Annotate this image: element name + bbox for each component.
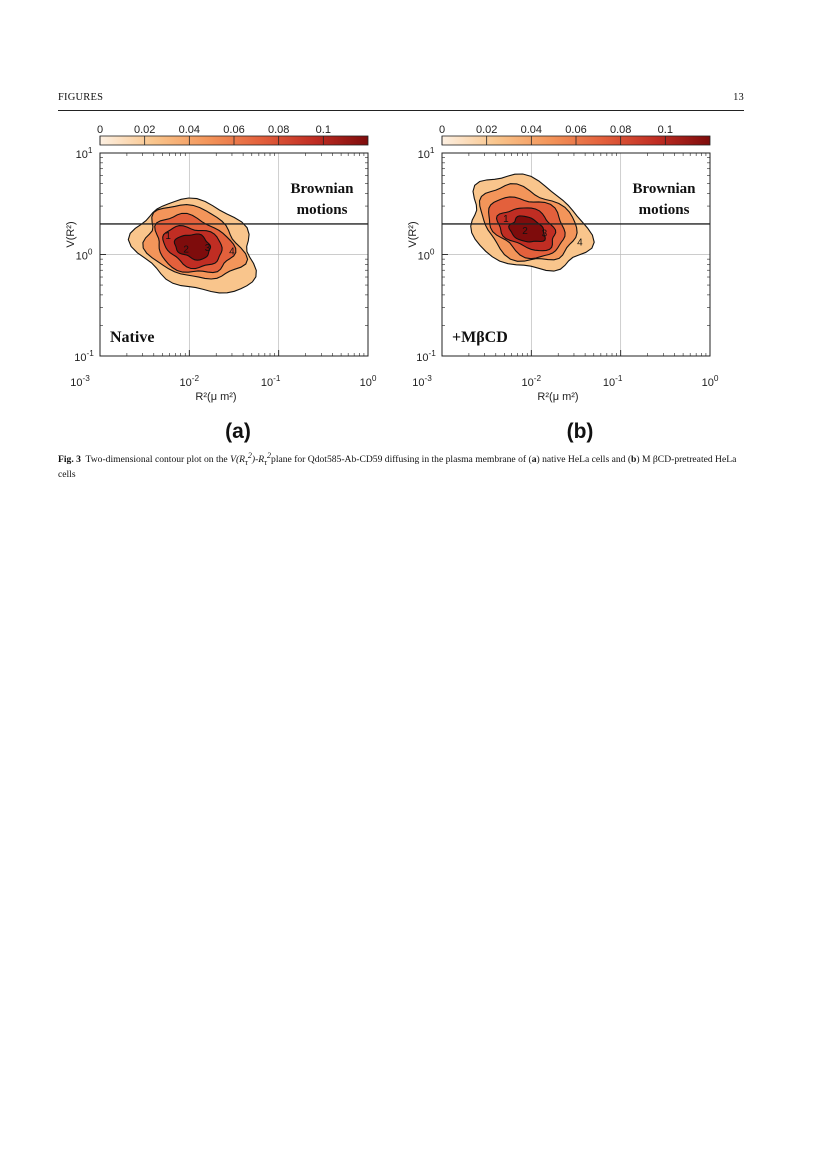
region-label-motions: motions — [638, 201, 690, 218]
caption-text-4: ) M βCD-pretreated HeLa cells — [58, 454, 737, 481]
contour-plot-b — [407, 122, 732, 450]
caption-text-3: ) native HeLa cells and ( — [536, 454, 632, 466]
y-tick-label: $10^0$ — [417, 247, 435, 263]
colorbar-tick-label: 0.1 — [657, 124, 673, 136]
caption-panel-b-ref: b — [631, 454, 637, 466]
colorbar-tick-label: 0.02 — [475, 124, 498, 136]
x-axis-label: R²(μ m²) — [195, 391, 237, 403]
contour-plot-a — [65, 122, 390, 450]
y-axis-label: V(R²) — [65, 221, 77, 248]
x-tick-label: $10^{-1}$ — [602, 374, 623, 389]
colorbar-tick-label: 0.06 — [223, 124, 245, 136]
peak-label: 4 — [577, 237, 583, 249]
peak-label: 2 — [183, 244, 189, 256]
peak-label: 3 — [541, 228, 548, 240]
y-tick-label: $10^1$ — [417, 146, 435, 161]
peak-label: 1 — [503, 213, 509, 225]
x-tick-label: $10^0$ — [359, 374, 377, 389]
peak-label: 2 — [522, 225, 528, 237]
y-tick-label: $10^{-1}$ — [416, 349, 436, 364]
peak-label: 3 — [204, 243, 211, 255]
region-label-motions: motions — [296, 201, 348, 218]
caption-math-sup-2: 2 — [267, 451, 272, 460]
condition-label: +MβCD — [452, 329, 508, 346]
panel-label: (b) — [566, 420, 594, 443]
page-number: 13 — [733, 92, 744, 103]
x-axis-label: R²(μ m²) — [537, 391, 579, 403]
x-tick-label: $10^{-2}$ — [521, 374, 542, 389]
region-label-brownian: Brownian — [290, 180, 354, 197]
y-tick-label: $10^{-1}$ — [74, 349, 94, 364]
caption-text-2: plane for Qdot585-Ab-CD59 diffusing in the plasma membrane of ( — [271, 454, 532, 466]
condition-label: Native — [110, 329, 155, 346]
y-tick-label: $10^1$ — [75, 146, 93, 161]
caption-math-2: )-R — [251, 454, 265, 466]
x-tick-label: $10^{-2}$ — [179, 374, 200, 389]
x-tick-label: $10^{-1}$ — [260, 374, 281, 389]
x-tick-label: $10^{-3}$ — [70, 374, 90, 389]
y-axis-label: V(R²) — [407, 221, 419, 248]
region-label-brownian: Brownian — [632, 180, 696, 197]
running-title: FIGURES — [58, 92, 104, 103]
colorbar-tick-label: 0.02 — [133, 124, 156, 136]
x-tick-label: $10^0$ — [701, 374, 719, 389]
caption-math-sub-2: τ — [264, 458, 268, 468]
peak-label: 4 — [229, 246, 235, 258]
peak-label: 1 — [165, 231, 171, 243]
panel-label: (a) — [225, 420, 251, 443]
colorbar-tick-label: 0.08 — [609, 124, 632, 136]
x-tick-label: $10^{-3}$ — [412, 374, 432, 389]
colorbar-tick-label: 0.1 — [315, 124, 331, 136]
figure-caption — [58, 450, 748, 481]
colorbar-tick-label: 0 — [438, 124, 446, 136]
caption-math-sup-1: 2 — [247, 451, 252, 460]
caption-panel-a-ref: a — [531, 454, 537, 466]
header-rule — [58, 110, 744, 111]
caption-label: Fig. 3 — [58, 454, 81, 466]
caption-math-sub-1: τ — [245, 458, 248, 468]
colorbar-tick-label: 0.04 — [520, 124, 543, 136]
colorbar-tick-label: 0.08 — [267, 124, 290, 136]
caption-math-1: V(R — [230, 454, 246, 466]
caption-text-1: Two-dimensional contour plot on the — [85, 454, 231, 466]
colorbar-tick-label: 0.04 — [178, 124, 201, 136]
colorbar-tick-label: 0 — [96, 124, 104, 136]
running-header — [58, 92, 744, 110]
colorbar-tick-label: 0.06 — [565, 124, 587, 136]
y-tick-label: $10^0$ — [75, 247, 93, 263]
